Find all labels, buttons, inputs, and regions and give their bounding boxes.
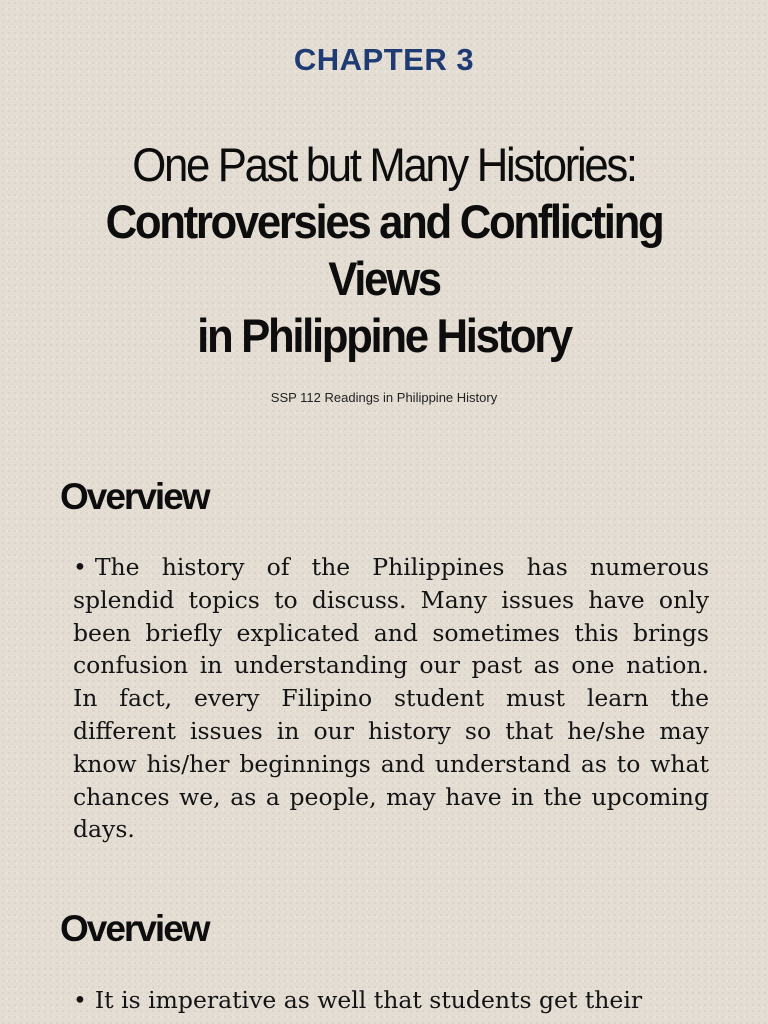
chapter-label: CHAPTER 3 [293,42,475,77]
bullet-2: • [73,986,87,1014]
chapter-title [64,136,704,364]
overview-text-2: It is imperative as well that students get their [94,986,643,1014]
overview-text-1: The history of the Philippines has numerous splendid topics to discuss. Many issues have only been briefly explicated and sometimes this brings confusion in understanding our past as one nation. In fact, every Filipino student must learn the different issues in our history so that he/she may know his/her beginnings and understand as to what chances we, as a people, may have in the upcoming days. [73,553,709,844]
title-line-1: One Past but Many Histories: [132,138,636,191]
title-line-2: Controversies and Conflicting Views [105,195,663,305]
bullet-1: • [73,553,87,581]
overview-paragraph-2 [73,984,709,1017]
overview-heading-1: Overview [60,476,209,517]
overview-paragraph-1 [73,551,709,846]
course-subtitle: SSP 112 Readings in Philippine History [270,390,498,405]
title-line-3: in Philippine History [197,309,571,362]
overview-heading-2: Overview [60,908,209,949]
